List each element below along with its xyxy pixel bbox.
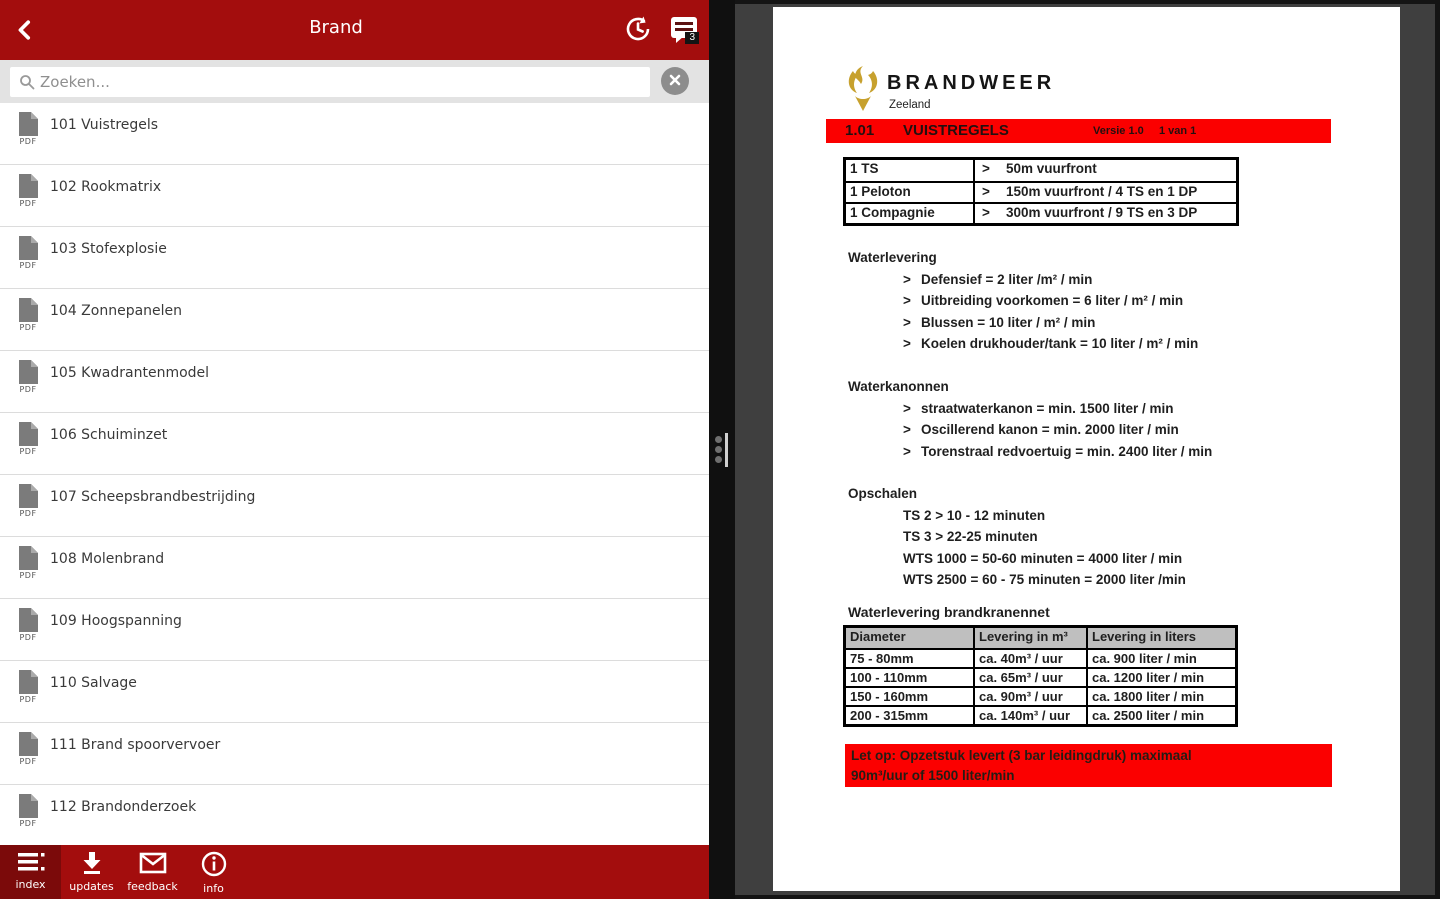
list-item[interactable] <box>0 785 709 845</box>
arrow-glyph: > <box>903 400 911 416</box>
list-item-title: 112 Brandonderzoek <box>50 799 197 815</box>
table-cell: ca. 1200 liter / min <box>1092 670 1205 685</box>
table-row <box>846 705 1235 724</box>
split-divider <box>709 0 735 899</box>
list-item[interactable] <box>0 351 709 413</box>
pdf-badge: PDF <box>19 261 37 270</box>
section-item: > Blussen = 10 liter / m² / min <box>903 312 1368 334</box>
pdf-viewer-background[interactable] <box>735 4 1435 895</box>
pdf-file-icon <box>17 422 39 450</box>
table-cell-value: 50m vuurfront <box>1006 161 1097 176</box>
pdf-badge: PDF <box>19 757 37 766</box>
table-row <box>846 160 1236 181</box>
tab-info[interactable] <box>183 845 244 899</box>
section-waterlevering <box>848 247 1368 355</box>
list-item-title: 103 Stofexplosie <box>50 241 167 257</box>
pdf-file-icon <box>17 608 39 636</box>
section-item: > Torenstraal redvoertuig = min. 2400 liter / min <box>903 441 1368 463</box>
section-heading: Waterlevering <box>848 250 937 265</box>
pdf-file-icon <box>17 546 39 574</box>
list-item-title: 104 Zonnepanelen <box>50 303 183 319</box>
info-icon <box>201 851 227 880</box>
pdf-file-icon <box>17 174 39 202</box>
arrow-glyph: > <box>903 271 911 287</box>
list-item[interactable] <box>0 723 709 785</box>
list-item-title: 109 Hoogspanning <box>50 613 182 629</box>
warning-line: Let op: Opzetstuk levert (3 bar leidingdruk) maximaal <box>851 748 1192 763</box>
table-cell: 100 - 110mm <box>846 669 975 686</box>
section-item: TS 2 > 10 - 12 minuten <box>903 507 1046 523</box>
list-item[interactable] <box>0 227 709 289</box>
capacity-table <box>843 157 1239 226</box>
column-header: Diameter <box>846 628 975 648</box>
list-item[interactable] <box>0 475 709 537</box>
table-row <box>846 181 1236 202</box>
pdf-file-icon <box>17 794 39 822</box>
table-row <box>846 202 1236 223</box>
list-item[interactable] <box>0 289 709 351</box>
tab-label: info <box>203 882 224 895</box>
arrow-glyph: > <box>903 443 911 459</box>
table-header-row <box>846 628 1235 648</box>
pdf-badge: PDF <box>19 819 37 828</box>
history-button[interactable] <box>621 13 655 47</box>
warning-line: 90m³/uur of 1500 liter/min <box>851 768 1015 783</box>
arrow-glyph: > <box>903 314 911 330</box>
app-header <box>0 0 709 60</box>
pdf-badge: PDF <box>19 509 37 518</box>
handle-bar <box>725 433 728 467</box>
pdf-file-icon <box>17 732 39 760</box>
arrow-glyph: > <box>982 184 990 199</box>
list-item-title: 111 Brand spoorvervoer <box>50 737 221 753</box>
table-cell: ca. 1800 liter / min <box>1092 689 1205 704</box>
pdf-badge: PDF <box>19 571 37 580</box>
search-input[interactable] <box>40 67 640 97</box>
document-page-count: 1 van 1 <box>1159 125 1197 137</box>
arrow-glyph: > <box>982 161 990 176</box>
table-row <box>846 686 1235 705</box>
pdf-badge: PDF <box>19 199 37 208</box>
document-title: VUISTREGELS <box>903 122 1009 139</box>
column-header: Levering in liters <box>1092 629 1197 644</box>
list-item-title: 105 Kwadrantenmodel <box>50 365 210 381</box>
list-item-title: 101 Vuistregels <box>50 117 159 133</box>
pdf-file-icon <box>17 670 39 698</box>
table-row <box>846 648 1235 667</box>
tab-index[interactable] <box>0 845 61 899</box>
arrow-glyph: > <box>903 422 911 437</box>
handle-dot <box>715 446 722 453</box>
table-cell: 150 - 160mm <box>846 688 975 705</box>
table-cell: 1 Compagnie <box>846 204 975 223</box>
list-item[interactable] <box>0 413 709 475</box>
pdf-badge: PDF <box>19 447 37 456</box>
download-icon <box>79 851 105 878</box>
hydrant-table <box>843 625 1238 727</box>
history-refresh-icon <box>623 32 653 47</box>
section-item: > Koelen drukhouder/tank = 10 liter / m² / min <box>903 333 1368 355</box>
table-cell <box>975 183 1236 202</box>
pdf-badge: PDF <box>19 323 37 332</box>
section-heading: Waterkanonnen <box>848 379 949 394</box>
close-icon <box>668 73 682 90</box>
section-item: > Oscillerend kanon = min. 2000 liter / min <box>903 419 1368 441</box>
table-cell: 1 TS <box>846 160 975 181</box>
list-item-title: 108 Molenbrand <box>50 551 165 567</box>
search-icon <box>19 74 35 90</box>
clear-search-button[interactable] <box>661 67 689 95</box>
hydrant-section-heading: Waterlevering brandkranennet <box>848 604 1050 620</box>
section-item: TS 3 > 22-25 minuten <box>903 529 1038 544</box>
pdf-page <box>773 7 1400 891</box>
list-item[interactable] <box>0 103 709 165</box>
section-heading: Opschalen <box>848 486 918 501</box>
logo-region: Zeeland <box>889 99 931 111</box>
arrow-glyph: > <box>903 336 911 351</box>
list-item[interactable] <box>0 537 709 599</box>
list-item-title: 110 Salvage <box>50 675 137 691</box>
pdf-file-icon <box>17 112 39 140</box>
notes-count-badge: 3 <box>685 32 699 44</box>
section-opschalen <box>848 483 1368 591</box>
list-item-title: 106 Schuiminzet <box>50 427 168 443</box>
list-item-title: 107 Scheepsbrandbestrijding <box>50 489 256 505</box>
list-item-title: 102 Rookmatrix <box>50 179 162 195</box>
tab-label: feedback <box>127 880 178 893</box>
warning-box <box>845 744 1332 787</box>
section-item: > Defensief = 2 liter /m² / min <box>903 269 1368 291</box>
list-item[interactable] <box>0 661 709 723</box>
table-cell: ca. 65m³ / uur <box>975 669 1088 686</box>
tab-label: updates <box>69 880 114 893</box>
pdf-badge: PDF <box>19 385 37 394</box>
table-cell: ca. 900 liter / min <box>1092 651 1197 666</box>
table-cell: ca. 140m³ / uur <box>975 707 1088 724</box>
pdf-file-icon <box>17 236 39 264</box>
logo-brand-name: BRANDWEER <box>887 72 1056 94</box>
brandweer-flame-logo-icon <box>843 65 883 118</box>
table-cell: 200 - 315mm <box>846 707 975 724</box>
table-cell: ca. 2500 liter / min <box>1092 708 1205 723</box>
tab-label: index <box>15 878 46 891</box>
bottom-tab-bar <box>0 845 709 899</box>
pdf-viewer-panel <box>735 0 1440 899</box>
tab-feedback[interactable] <box>122 845 183 899</box>
document-version: Versie 1.0 <box>1093 125 1144 137</box>
handle-dot <box>715 436 722 443</box>
pdf-badge: PDF <box>19 137 37 146</box>
pdf-badge: PDF <box>19 633 37 642</box>
arrow-glyph: > <box>982 205 990 220</box>
section-item: WTS 2500 = 60 - 75 minuten = 2000 liter /min <box>903 572 1186 587</box>
search-bar <box>0 60 709 103</box>
table-cell: ca. 90m³ / uur <box>975 688 1088 705</box>
table-cell: 75 - 80mm <box>846 650 975 667</box>
section-item: > Uitbreiding voorkomen = 6 liter / m² / min <box>903 290 1368 312</box>
table-cell <box>975 204 1236 223</box>
section-item: > straatwaterkanon = min. 1500 liter / min <box>903 398 1368 420</box>
index-panel <box>0 0 709 899</box>
table-cell: ca. 40m³ / uur <box>975 650 1088 667</box>
table-cell: 1 Peloton <box>846 183 975 202</box>
table-cell-value: 300m vuurfront / 9 TS en 3 DP <box>1006 205 1198 220</box>
document-title-banner <box>826 119 1331 143</box>
notes-button[interactable] <box>667 13 701 47</box>
document-list <box>0 103 709 845</box>
table-row <box>846 667 1235 686</box>
column-header: Levering in m³ <box>975 628 1088 648</box>
table-cell-value: 150m vuurfront / 4 TS en 1 DP <box>1006 184 1198 199</box>
list-item[interactable] <box>0 599 709 661</box>
split-drag-handle[interactable] <box>709 428 735 472</box>
arrow-glyph: > <box>903 293 911 308</box>
section-item: WTS 1000 = 50-60 minuten = 4000 liter / min <box>903 550 1183 566</box>
list-item[interactable] <box>0 165 709 227</box>
handle-dot <box>715 456 722 463</box>
pdf-file-icon <box>17 484 39 512</box>
page-title: Brand <box>309 17 363 38</box>
envelope-icon <box>139 851 167 878</box>
table-cell <box>975 160 1236 181</box>
document-code: 1.01 <box>845 122 875 139</box>
index-list-icon <box>16 851 46 876</box>
section-waterkanonnen <box>848 376 1368 462</box>
pdf-file-icon <box>17 360 39 388</box>
pdf-badge: PDF <box>19 695 37 704</box>
tab-updates[interactable] <box>61 845 122 899</box>
pdf-file-icon <box>17 298 39 326</box>
